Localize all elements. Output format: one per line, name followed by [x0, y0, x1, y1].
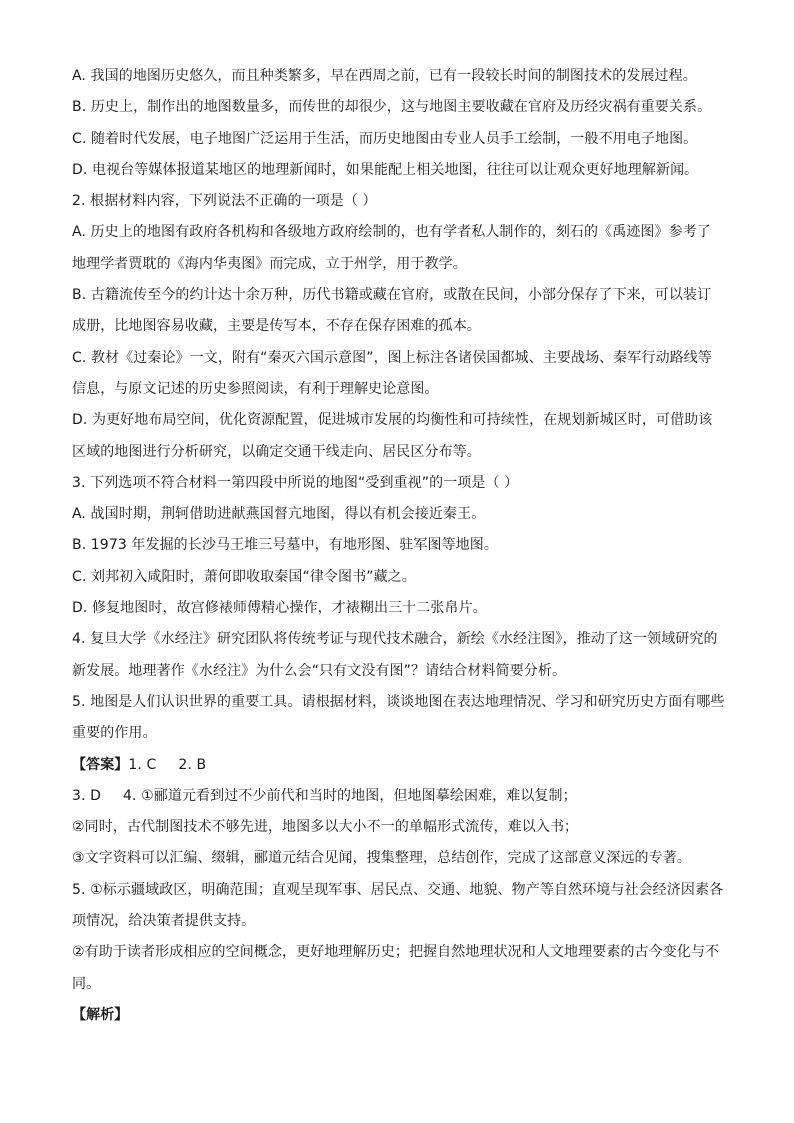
analysis-tag: 【解析】	[72, 1006, 129, 1023]
answer-1: 1. C	[128, 756, 157, 773]
answer-5-line-1: 5. ①标示疆域政区，明确范围；直观呈现军事、居民点、交通、地貌、物产等自然环境与社会经济因素各	[72, 881, 724, 898]
option-d-line: D. 电视台等媒体报道某地区的地理新闻时，如果能配上相关地图，往往可以让观众更好地理解新闻。	[72, 161, 699, 178]
q2-option-d-line-1: D. 为更好地布局空间，优化资源配置，促进城市发展的均衡性和可持续性，在规划新城区时，可借助该	[72, 412, 713, 429]
option-b-line: B. 历史上，制作出的地图数量多，而传世的却很少，这与地图主要收藏在官府及历经灾祸有重要关系。	[72, 99, 712, 116]
document-page	[72, 61, 732, 1031]
answer-2: 2. B	[178, 756, 207, 773]
answer-5-line-3: ②有助于读者形成相应的空间概念，更好地理解历史；把握自然地理状况和人文地理要素的古今变化与不	[72, 944, 720, 961]
q3-option-d: D. 修复地图时，故宫修裱师傅精心操作，才裱糊出三十二张帛片。	[72, 600, 487, 617]
answer-4-part-2: ②同时，古代制图技术不够先进，地图多以大小不一的单幅形式流传，难以入书；	[72, 819, 579, 836]
question-5-line-2: 重要的作用。	[72, 725, 157, 742]
answer-4-part-1: 4. ①郦道元看到过不少前代和当时的地图，但地图摹绘困难，难以复制；	[123, 787, 577, 804]
q2-option-a-line-1: A. 历史上的地图有政府各机构和各级地方政府绘制的，也有学者私人制作的，刻石的《禹迹图》参考了	[72, 224, 711, 241]
q2-option-c-line-1: C. 教材《过秦论》一文，附有“秦灭六国示意图”，图上标注各诸侯国都城、主要战场、秦军行动路线等	[72, 349, 712, 366]
option-a-line: A. 我国的地图历史悠久，而且种类繁多，早在西周之前，已有一段较长时间的制图技术的发展过程。	[72, 68, 697, 84]
question-4-line-1: 4. 复旦大学《水经注》研究团队将传统考证与现代技术融合，新绘《水经注图》，推动了这一领域研究的	[72, 631, 718, 648]
q2-option-b-line-2: 成册，比地图容易收藏，主要是传写本，不存在保存困难的孤本。	[72, 318, 481, 335]
answer-line-2	[72, 781, 732, 812]
q3-option-b: B. 1973 年发掘的长沙马王堆三号墓中，有地形图、驻军图等地图。	[72, 537, 498, 554]
question-3: 3. 下列选项不符合材料一第四段中所说的地图“受到重视”的一项是（ ）	[72, 474, 519, 491]
answer-5-line-2: 项情况，给决策者提供支持。	[72, 913, 256, 930]
q3-option-c: C. 刘邦初入咸阳时，萧何即收取秦国“律令图书”藏之。	[72, 568, 416, 585]
q2-option-d-line-2: 区域的地图进行分析研究，以确定交通干线走向、居民区分布等。	[72, 443, 481, 460]
answer-tag: 【答案】	[72, 756, 129, 773]
q3-option-a: A. 战国时期，荆轲借助进献燕国督亢地图，得以有机会接近秦王。	[72, 506, 486, 523]
q2-option-a-line-2: 地理学者贾耽的《海内华夷图》而完成，立于州学，用于教学。	[72, 255, 467, 272]
question-4-line-2: 新发展。地理著作《水经注》为什么会“只有文没有图”？请结合材料简要分析。	[72, 662, 567, 679]
question-5-line-1: 5. 地图是人们认识世界的重要工具。请根据材料，谈谈地图在表达地理情况、学习和研究历史方面有哪些	[72, 693, 725, 710]
question-2: 2. 根据材料内容，下列说法不正确的一项是（ ）	[72, 193, 377, 210]
option-c-line: C. 随着时代发展，电子地图广泛运用于生活，而历史地图由专业人员手工绘制，一般不用电子地图。	[72, 130, 698, 147]
answer-4-part-3: ③文字资料可以汇编、缀辑，郦道元结合见闻，搜集整理，总结创作，完成了这部意义深远的专著。	[72, 850, 691, 867]
q2-option-c-line-2: 信息，与原文记述的历史参照阅读，有利于理解史论意图。	[72, 380, 439, 397]
answer-3: 3. D	[72, 787, 101, 804]
q2-option-b-line-1: B. 古籍流传至今的约计达十余万种，历代书籍或藏在官府，或散在民间，小部分保存了下来，可以装订	[72, 287, 712, 304]
answer-5-line-4: 同。	[72, 975, 101, 992]
answer-line-1	[72, 750, 732, 781]
